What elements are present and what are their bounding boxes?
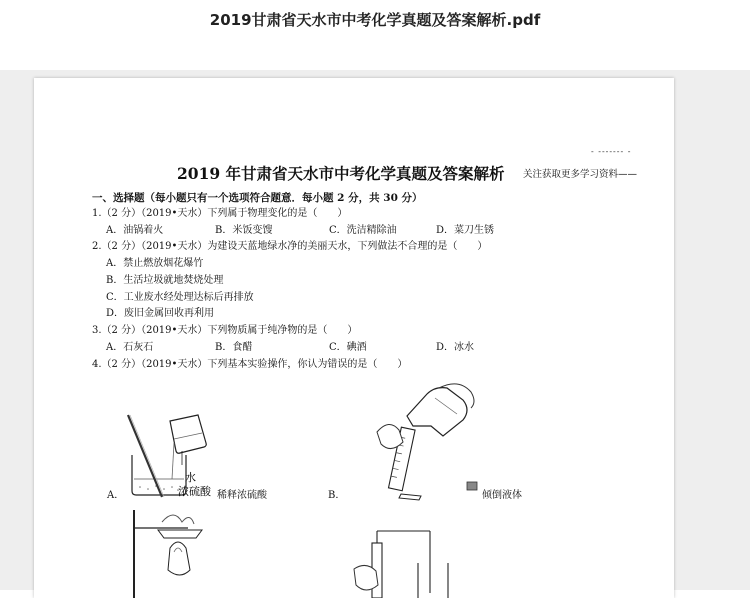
question-2-option-c: C．工业废水经处理达标后再排放 [106, 292, 254, 303]
question-2-option-b: B．生活垃圾就地焚烧处理 [106, 275, 224, 286]
question-1-option-a: A．油锅着火 [106, 225, 164, 236]
question-3-option-b: B．食醋 [215, 342, 253, 353]
gas-apparatus-figure [344, 523, 474, 598]
figure-b-caption: 倾倒液体 [482, 490, 522, 501]
question-2-option-d: D．废旧金属回收再利用 [106, 308, 215, 319]
pour-liquid-figure [339, 378, 479, 503]
figure-a-water-label: 水 [185, 471, 196, 484]
page-header-mark: - ------- - [591, 147, 632, 156]
question-3-stem: 3.（2 分）（2019•天水）下列物质属于纯净物的是（ ） [92, 325, 358, 336]
section-heading: 一、选择题（每小题只有一个选项符合题意．每小题 2 分，共 30 分） [92, 192, 423, 204]
figure-a-acid-label: 浓硫酸 [178, 485, 211, 498]
q4-option-a-label: A． [107, 490, 125, 501]
viewer-toolbar [0, 0, 750, 70]
question-1-stem: 1.（2 分）（2019•天水）下列属于物理变化的是（ ） [92, 208, 348, 219]
question-1-option-d: D．菜刀生锈 [436, 225, 495, 236]
question-3-option-c: C．碘酒 [329, 342, 367, 353]
document-title: 2019 年甘肃省天水市中考化学真题及答案解析 [177, 164, 505, 183]
title-note: 关注获取更多学习资料—— [523, 169, 638, 180]
question-1-option-c: C．洗洁精除油 [329, 225, 397, 236]
heating-figure [118, 508, 228, 598]
question-2-stem: 2.（2 分）（2019•天水）为建设天蓝地绿水净的美丽天水，下列做法不合理的是（ ） [92, 241, 488, 252]
question-3-option-d: D．冰水 [436, 342, 475, 353]
file-title: 2019甘肃省天水市中考化学真题及答案解析.pdf [209, 11, 541, 29]
question-1-option-b: B．米饭变馊 [215, 225, 273, 236]
figure-a-caption: 稀释浓硫酸 [217, 490, 267, 501]
question-4-stem: 4.（2 分）（2019•天水）下列基本实验操作，你认为错误的是（ ） [92, 359, 408, 370]
question-3-option-a: A．石灰石 [106, 342, 154, 353]
pdf-page [34, 78, 674, 598]
q4-option-b-label: B． [328, 490, 346, 501]
question-2-option-a: A．禁止燃放烟花爆竹 [106, 258, 204, 269]
